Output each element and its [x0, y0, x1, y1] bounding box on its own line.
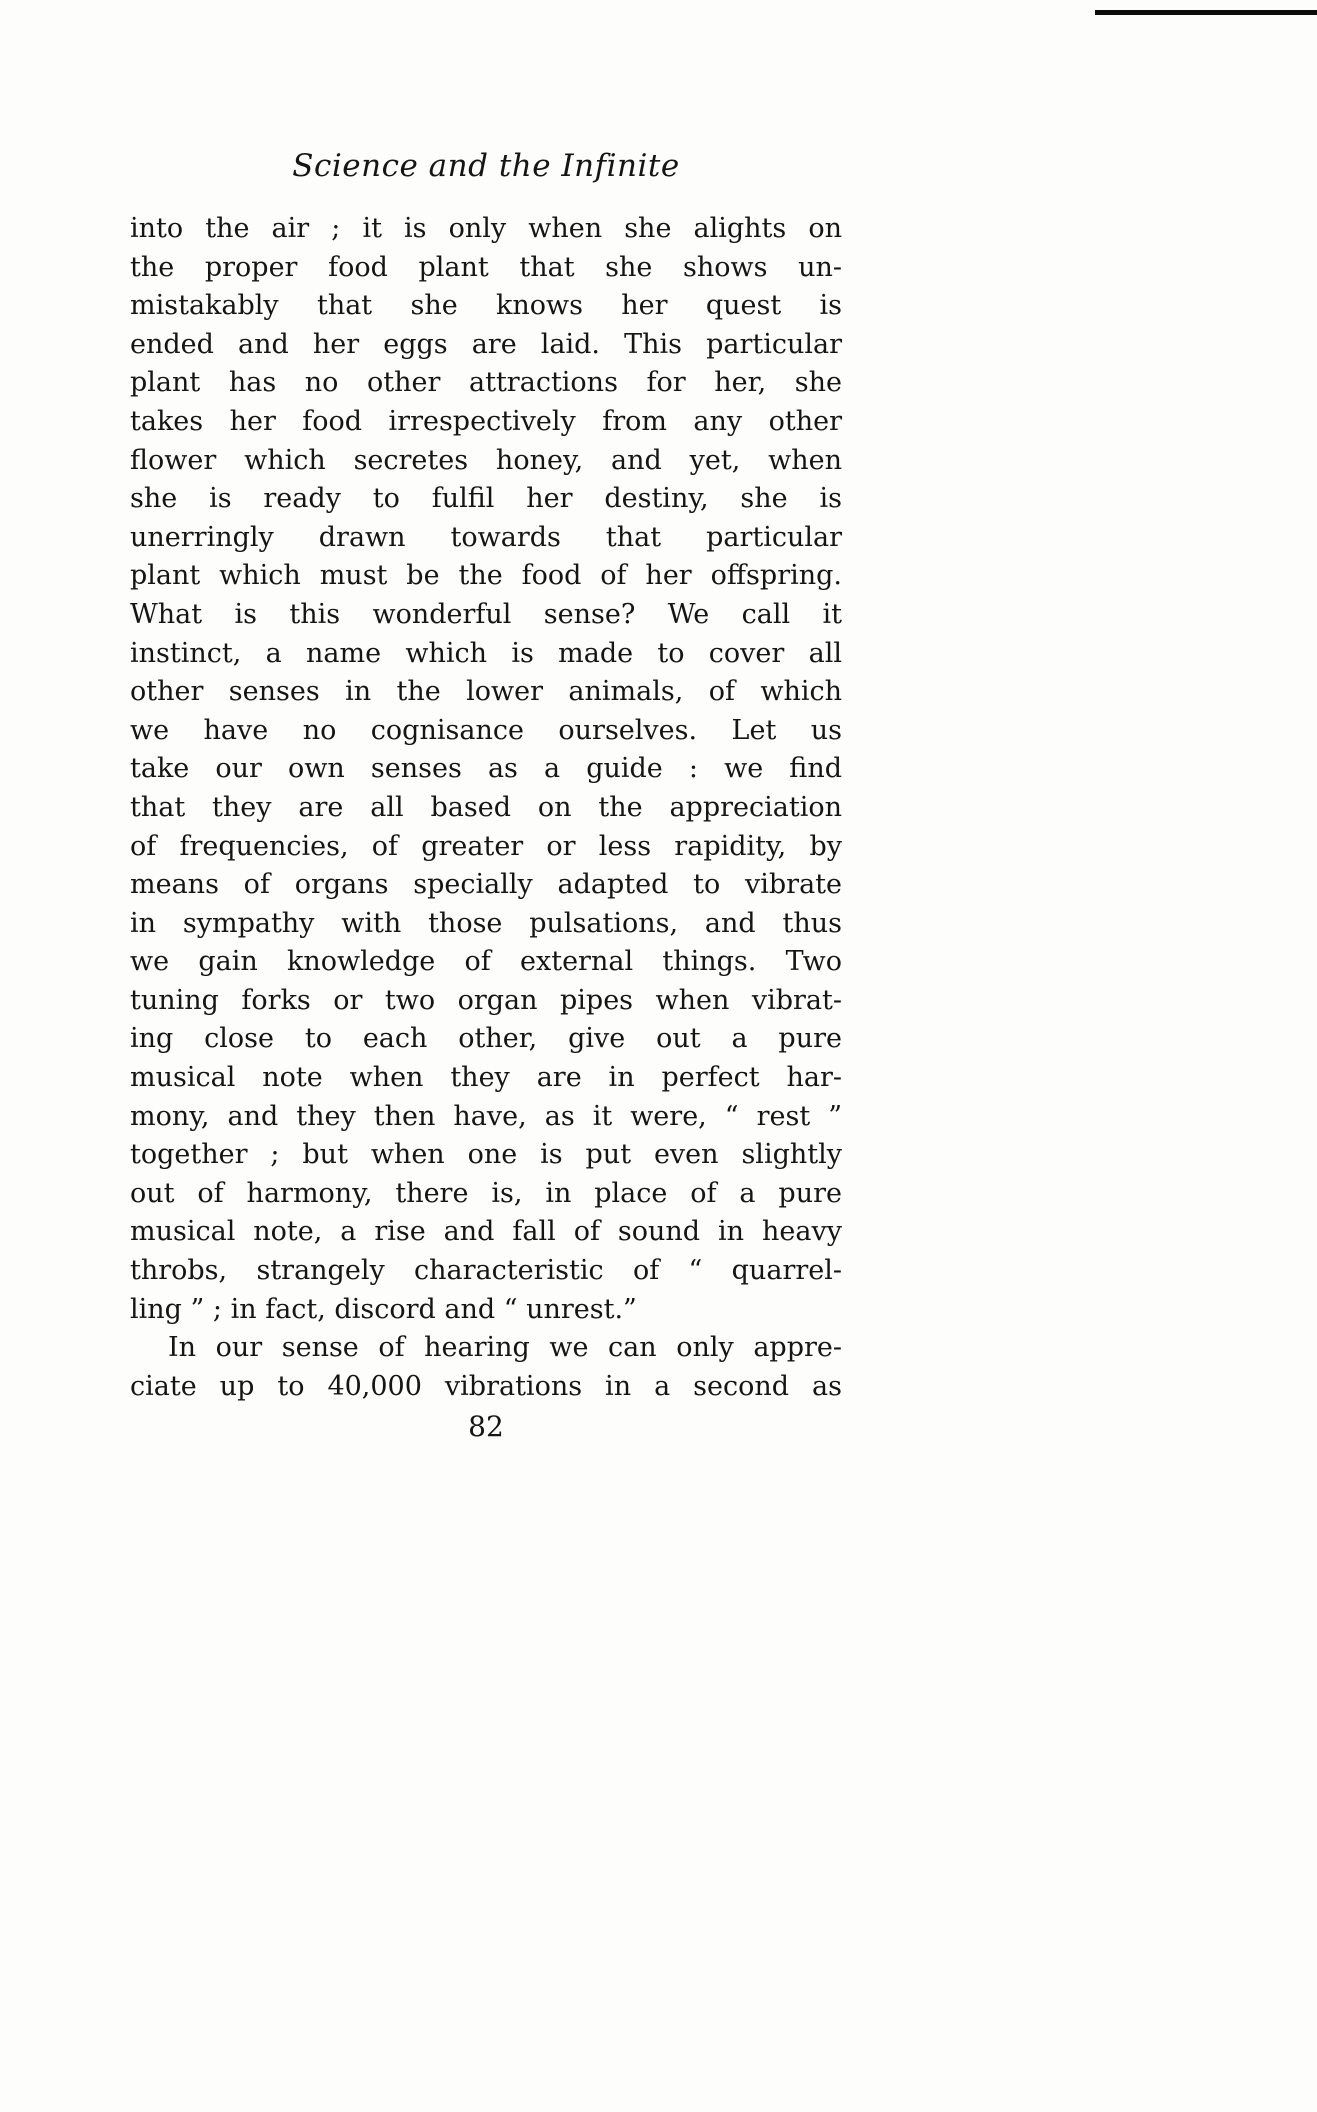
text-line: of frequencies, of greater or less rapidity, by: [130, 830, 842, 862]
text-line: into the air ; it is only when she alights on: [130, 213, 842, 244]
text-line: instinct, a name which is made to cover all: [130, 637, 842, 669]
text-line: other senses in the lower animals, of which: [130, 676, 842, 708]
text-line: flower which secretes honey, and yet, when: [130, 444, 842, 476]
running-head-title: Science and the Infinite: [292, 148, 680, 184]
text-line: mony, and they then have, as it were, “ rest ”: [130, 1100, 842, 1132]
text-line: unerringly drawn towards that particular: [130, 521, 842, 553]
text-line: ing close to each other, give out a pure: [130, 1023, 842, 1055]
text-line: tuning forks or two organ pipes when vibrat-: [130, 984, 842, 1016]
text-line: we have no cognisance ourselves. Let us: [130, 714, 842, 746]
text-line: we gain knowledge of external things. Two: [130, 946, 842, 978]
page-number: 82: [468, 1410, 504, 1444]
text-line: throbs, strangely characteristic of “ quarrel-: [130, 1255, 842, 1287]
text-line: take our own senses as a guide : we find: [130, 753, 842, 785]
text-line: the proper food plant that she shows un-: [130, 251, 842, 283]
text-line: mistakably that she knows her quest is: [130, 290, 842, 322]
text-line: that they are all based on the appreciation: [130, 791, 842, 823]
text-line: means of organs specially adapted to vibrate: [130, 869, 842, 901]
body-text: [130, 210, 842, 1406]
text-line: What is this wonderful sense? We call it: [130, 598, 842, 630]
text-line: together ; but when one is put even slightly: [130, 1139, 842, 1171]
text-line: ciate up to 40,000 vibrations in a second as: [130, 1370, 842, 1402]
text-line: musical note, a rise and fall of sound in heavy: [130, 1216, 842, 1248]
text-line: ended and her eggs are laid. This particular: [130, 328, 842, 360]
text-line: In our sense of hearing we can only appre-: [168, 1332, 842, 1364]
text-line: in sympathy with those pulsations, and thus: [130, 907, 842, 939]
text-line: plant which must be the food of her offspring.: [130, 560, 842, 592]
text-line: musical note when they are in perfect har-: [130, 1062, 842, 1094]
scan-artifact-line: [1095, 10, 1317, 15]
text-line: she is ready to fulfil her destiny, she is: [130, 483, 842, 515]
text-line: plant has no other attractions for her, she: [130, 367, 842, 399]
text-line: out of harmony, there is, in place of a pure: [130, 1177, 842, 1209]
text-line: takes her food irrespectively from any other: [130, 405, 842, 437]
text-line: ling ” ; in fact, discord and “ unrest.”: [130, 1293, 637, 1325]
text-block: [130, 148, 842, 1443]
